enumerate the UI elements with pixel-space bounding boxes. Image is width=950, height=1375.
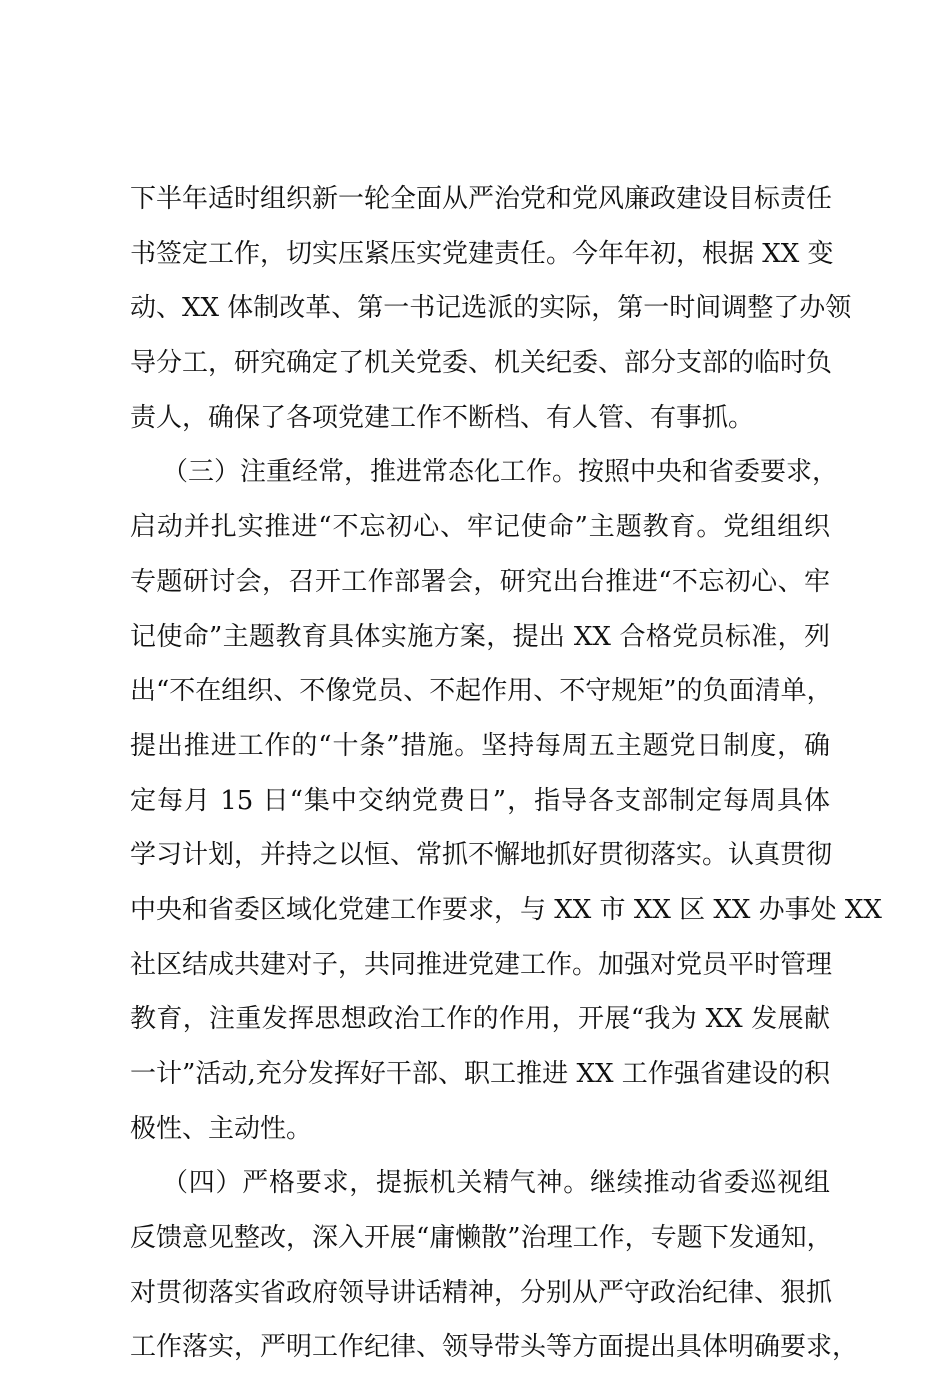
document-body: [130, 172, 882, 1375]
text-line: 专题研讨会，召开工作部署会，研究出台推进“不忘初心、牢: [130, 566, 830, 597]
text-line: 教育，注重发挥思想政治工作的作用，开展“我为 XX 发展献: [130, 1004, 830, 1035]
text-line: 对贯彻落实省政府领导讲话精神，分别从严守政治纪律、狠抓: [130, 1277, 833, 1308]
section-heading-line: （四）严格要求，提振机关精气神。继续推动省委巡视组: [162, 1168, 830, 1199]
text-line: 启动并扎实推进“不忘初心、牢记使命”主题教育。党组组织: [130, 512, 830, 543]
paragraph-section-4: [130, 1156, 859, 1375]
text-line: 一计”活动,充分发挥好干部、职工推进 XX 工作强省建设的积: [130, 1059, 830, 1089]
text-line: 出“不在组织、不像党员、不起作用、不守规矩”的负面清单，: [130, 676, 833, 707]
section-heading-line: （三）注重经常，推进常态化工作。按照中央和省委要求，: [162, 457, 839, 488]
text-line: 动、XX 体制改革、第一书记选派的实际，第一时间调整了办领: [130, 293, 852, 324]
text-line: 学习计划，并持之以恒、常抓不懈地抓好贯彻落实。认真贯彻: [130, 840, 833, 871]
text-line: 提出推进工作的“十条”措施。坚持每周五主题党日制度，确: [130, 730, 830, 761]
text-line: 社区结成共建对子，共同推进党建工作。加强对党员平时管理: [130, 949, 833, 980]
text-line: 极性、主动性。: [130, 1113, 313, 1144]
text-line: 下半年适时组织新一轮全面从严治党和党风廉政建设目标责任: [130, 184, 833, 214]
text-line: 反馈意见整改，深入开展“庸懒散”治理工作，专题下发通知，: [130, 1223, 833, 1254]
text-line: 中央和省委区域化党建工作要求，与 XX 市 XX 区 XX 办事处 XX: [130, 894, 882, 925]
text-line: 责人，确保了各项党建工作不断档、有人管、有事抓。: [130, 402, 755, 433]
text-line: 记使命”主题教育具体实施方案，提出 XX 合格党员标准，列: [130, 621, 830, 652]
paragraph-continuation: [130, 172, 852, 445]
text-line: 导分工，研究确定了机关党委、机关纪委、部分支部的临时负: [130, 348, 833, 379]
paragraph-section-3: [130, 445, 882, 1156]
text-line: 工作落实，严明工作纪律、领导带头等方面提出具体明确要求，: [130, 1332, 859, 1363]
text-line: 书签定工作，切实压紧压实党建责任。今年年初，根据 XX 变: [130, 238, 834, 269]
text-line: 定每月 15 日“集中交纳党费日”，指导各支部制定每周具体: [130, 785, 830, 816]
